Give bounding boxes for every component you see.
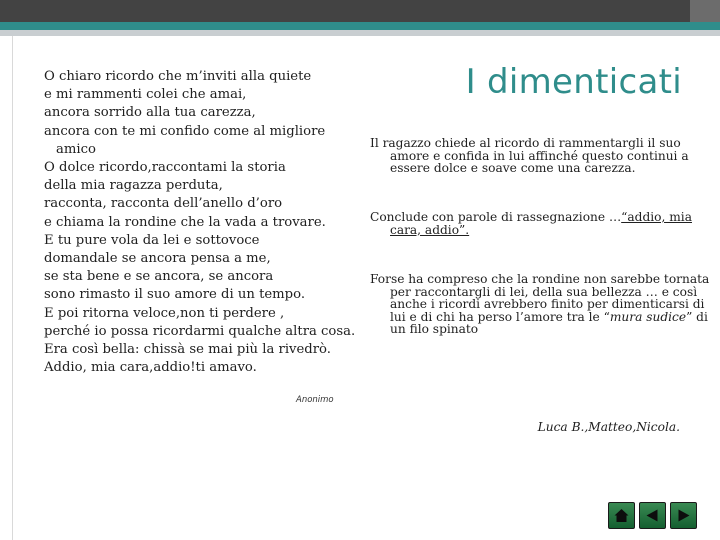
home-button[interactable] [608, 502, 635, 529]
poem-line: Era così bella: chissà se mai più la rivedrò. [44, 342, 331, 358]
forward-arrow-icon [675, 507, 692, 524]
page-title: I dimenticati [465, 62, 682, 102]
commentary-paragraph-1: Il ragazzo chiede al ricordo di rammentargli il suo amore e confida in lui affinché questo continui a essere dolce e soave come una carezza. [370, 136, 689, 176]
poem-line: Addio, mia cara,addio!ti amavo. [44, 360, 257, 376]
poem-line: perché io possa ricordarmi qualche altra cosa. [44, 323, 356, 339]
home-icon [613, 507, 630, 524]
commentary-text-end: ” di un filo spinato [390, 309, 708, 337]
commentary-paragraph-2 [370, 211, 710, 236]
commentary-paragraph-3 [370, 273, 710, 336]
poem-line: ancora sorrido alla tua carezza, [44, 105, 256, 121]
next-slide-button[interactable] [670, 502, 697, 529]
poem-line: e mi rammenti colei che amai, [44, 87, 247, 103]
poem-line: racconta, racconta dell’anello d’oro [44, 196, 283, 212]
poem-text [44, 68, 364, 377]
poem-line: se sta bene e se ancora, se ancora [44, 269, 274, 285]
left-rule [12, 36, 13, 540]
farewell-quote: “addio, mia cara, addio”. [390, 210, 692, 237]
poem-line: O dolce ricordo,raccontami la storia [44, 160, 286, 176]
commentary-text: Forse ha compreso che la rondine non sarebbe tornata per raccontargli di lei, della sua bellezza … e così anche i ricordi avrebbero finito per dimenticarsi di lui e di chi ha perso l’amore tra le “ [370, 272, 710, 324]
poem-line: sono rimasto il suo amore di un tempo. [44, 287, 306, 303]
poem-line: E tu pure vola da lei e sottovoce [44, 232, 260, 248]
commentary-italic: mura sudice [609, 309, 687, 324]
poem-line: della mia ragazza perduta, [44, 178, 223, 194]
poem-author: Anonimo [296, 395, 334, 405]
poem-line: ancora con te mi confido come al migliore amico [44, 123, 326, 157]
authors-signature: Luca B.,Matteo,Nicola. [537, 420, 680, 434]
slide-navigation [608, 502, 697, 529]
poem-line: E poi ritorna veloce,non ti perdere , [44, 305, 285, 321]
poem-line: e chiama la rondine che la vada a trovare. [44, 214, 326, 230]
top-bar [0, 0, 720, 22]
poem-line: domandale se ancora pensa a me, [44, 251, 271, 267]
back-arrow-icon [644, 507, 661, 524]
commentary-lead: Conclude con parole di rassegnazione … [370, 210, 622, 224]
grey-stripe [0, 30, 720, 36]
accent-stripe [0, 22, 720, 30]
previous-slide-button[interactable] [639, 502, 666, 529]
top-bar-dark [0, 0, 690, 22]
top-bar-corner [690, 0, 720, 22]
poem-line: O chiaro ricordo che m’inviti alla quiete [44, 69, 312, 84]
